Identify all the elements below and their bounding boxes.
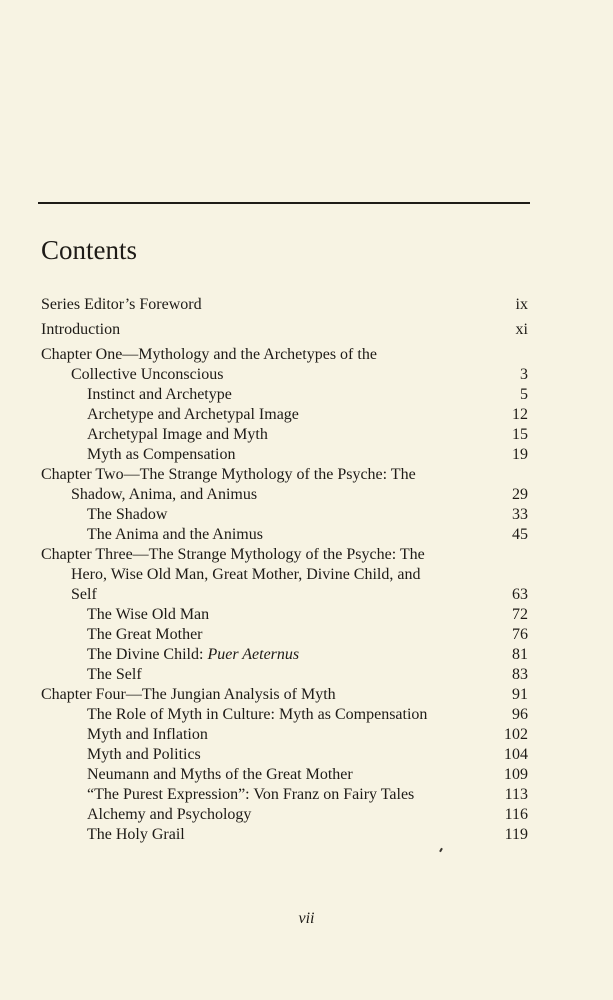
- toc-entry-title: The Wise Old Man: [87, 606, 210, 623]
- toc-entry-title: Self: [71, 586, 97, 603]
- toc-entry-title: Neumann and Myths of the Great Mother: [87, 766, 353, 783]
- toc-entry-title: Chapter Two—The Strange Mythology of the Psyche: The: [41, 466, 416, 483]
- header-rule: [38, 202, 530, 204]
- toc-chapter-heading[interactable]: [41, 545, 528, 565]
- toc-entry[interactable]: [41, 785, 528, 805]
- toc-entry[interactable]: [41, 805, 528, 825]
- toc-entry[interactable]: [41, 765, 528, 785]
- toc-entry-page: 81: [512, 646, 528, 663]
- toc-entry-page: 119: [504, 826, 528, 843]
- ink-speck: [439, 848, 443, 852]
- toc-entry[interactable]: [41, 295, 528, 315]
- toc-entry-page: 116: [504, 806, 528, 823]
- toc-entry-title: “The Purest Expression”: Von Franz on Fairy Tales: [87, 786, 415, 803]
- toc-entry-page: ix: [515, 296, 528, 313]
- toc-entry[interactable]: [41, 505, 528, 525]
- toc-entry-page: 96: [512, 706, 528, 723]
- toc-entry-title: Chapter One—Mythology and the Archetypes of the: [41, 346, 377, 363]
- toc-entry-title-italic: Puer Aeternus: [207, 646, 300, 663]
- toc-entry[interactable]: [41, 365, 528, 385]
- toc-entry-page: 12: [512, 406, 528, 423]
- toc-chapter-heading[interactable]: [41, 565, 528, 585]
- toc-entry-title: [87, 645, 299, 665]
- toc-entry-title-prefix: The Divine Child:: [87, 646, 208, 663]
- toc-entry[interactable]: [41, 445, 528, 465]
- toc-entry[interactable]: [41, 485, 528, 505]
- toc-entry-title: The Great Mother: [87, 626, 203, 643]
- toc-entry-title: The Self: [87, 666, 142, 683]
- toc-entry-page: 102: [504, 726, 528, 743]
- toc-entry[interactable]: [41, 525, 528, 545]
- toc-entry[interactable]: [41, 625, 528, 645]
- toc-entry-title: Instinct and Archetype: [87, 386, 232, 403]
- toc-entry-page: 76: [512, 626, 528, 643]
- toc-entry-page: 91: [512, 686, 528, 703]
- toc-entry-page: xi: [515, 321, 528, 338]
- toc-entry[interactable]: [41, 425, 528, 445]
- toc-entry-page: 83: [512, 666, 528, 683]
- toc-entry-title: Myth and Politics: [87, 746, 201, 763]
- table-of-contents: [41, 295, 528, 845]
- toc-entry[interactable]: [41, 685, 528, 705]
- page-title: Contents: [41, 235, 138, 265]
- toc-entry-title: Shadow, Anima, and Animus: [71, 486, 258, 503]
- toc-entry-page: 104: [504, 746, 528, 763]
- toc-entry[interactable]: [41, 585, 528, 605]
- toc-entry-title: Hero, Wise Old Man, Great Mother, Divine Child, and: [71, 566, 421, 583]
- toc-entry-page: 113: [504, 786, 528, 803]
- toc-entry-title: Myth as Compensation: [87, 446, 236, 463]
- toc-entry-page: 63: [512, 586, 528, 603]
- toc-entry[interactable]: [41, 405, 528, 425]
- toc-entry[interactable]: [41, 665, 528, 685]
- toc-entry-title: The Shadow: [87, 506, 168, 523]
- toc-entry-page: 33: [512, 506, 528, 523]
- toc-chapter-heading[interactable]: [41, 465, 528, 485]
- toc-entry[interactable]: [41, 385, 528, 405]
- toc-entry-title: Archetype and Archetypal Image: [87, 406, 299, 423]
- toc-entry-page: 19: [512, 446, 528, 463]
- toc-entry-title: The Holy Grail: [87, 826, 185, 843]
- toc-entry-page: 15: [512, 426, 528, 443]
- toc-entry-page: 29: [512, 486, 528, 503]
- toc-entry[interactable]: [41, 605, 528, 625]
- toc-entry-title: Archetypal Image and Myth: [87, 426, 268, 443]
- toc-entry-page: 72: [512, 606, 528, 623]
- toc-entry-title: Myth and Inflation: [87, 726, 208, 743]
- toc-entry-page: 45: [512, 526, 528, 543]
- toc-chapter-heading[interactable]: [41, 345, 528, 365]
- toc-entry-title: Collective Unconscious: [71, 366, 224, 383]
- toc-entry-title: The Anima and the Animus: [87, 526, 263, 543]
- toc-entry-title: The Role of Myth in Culture: Myth as Compensation: [87, 706, 428, 723]
- page-number: vii: [298, 910, 315, 927]
- toc-entry-title: Chapter Three—The Strange Mythology of the Psyche: The: [41, 546, 425, 563]
- toc-entry[interactable]: [41, 320, 528, 340]
- toc-entry-title: Series Editor’s Foreword: [41, 296, 202, 313]
- toc-entry-title: Introduction: [41, 321, 121, 338]
- toc-entry[interactable]: [41, 745, 528, 765]
- toc-entry[interactable]: [41, 645, 528, 665]
- toc-entry[interactable]: [41, 825, 528, 845]
- toc-entry[interactable]: [41, 705, 528, 725]
- toc-entry-page: 5: [520, 386, 528, 403]
- toc-entry-title: Chapter Four—The Jungian Analysis of Myth: [41, 686, 336, 703]
- toc-entry-title: Alchemy and Psychology: [87, 806, 252, 823]
- toc-entry-page: 3: [520, 366, 528, 383]
- toc-entry-page: 109: [504, 766, 528, 783]
- toc-entry[interactable]: [41, 725, 528, 745]
